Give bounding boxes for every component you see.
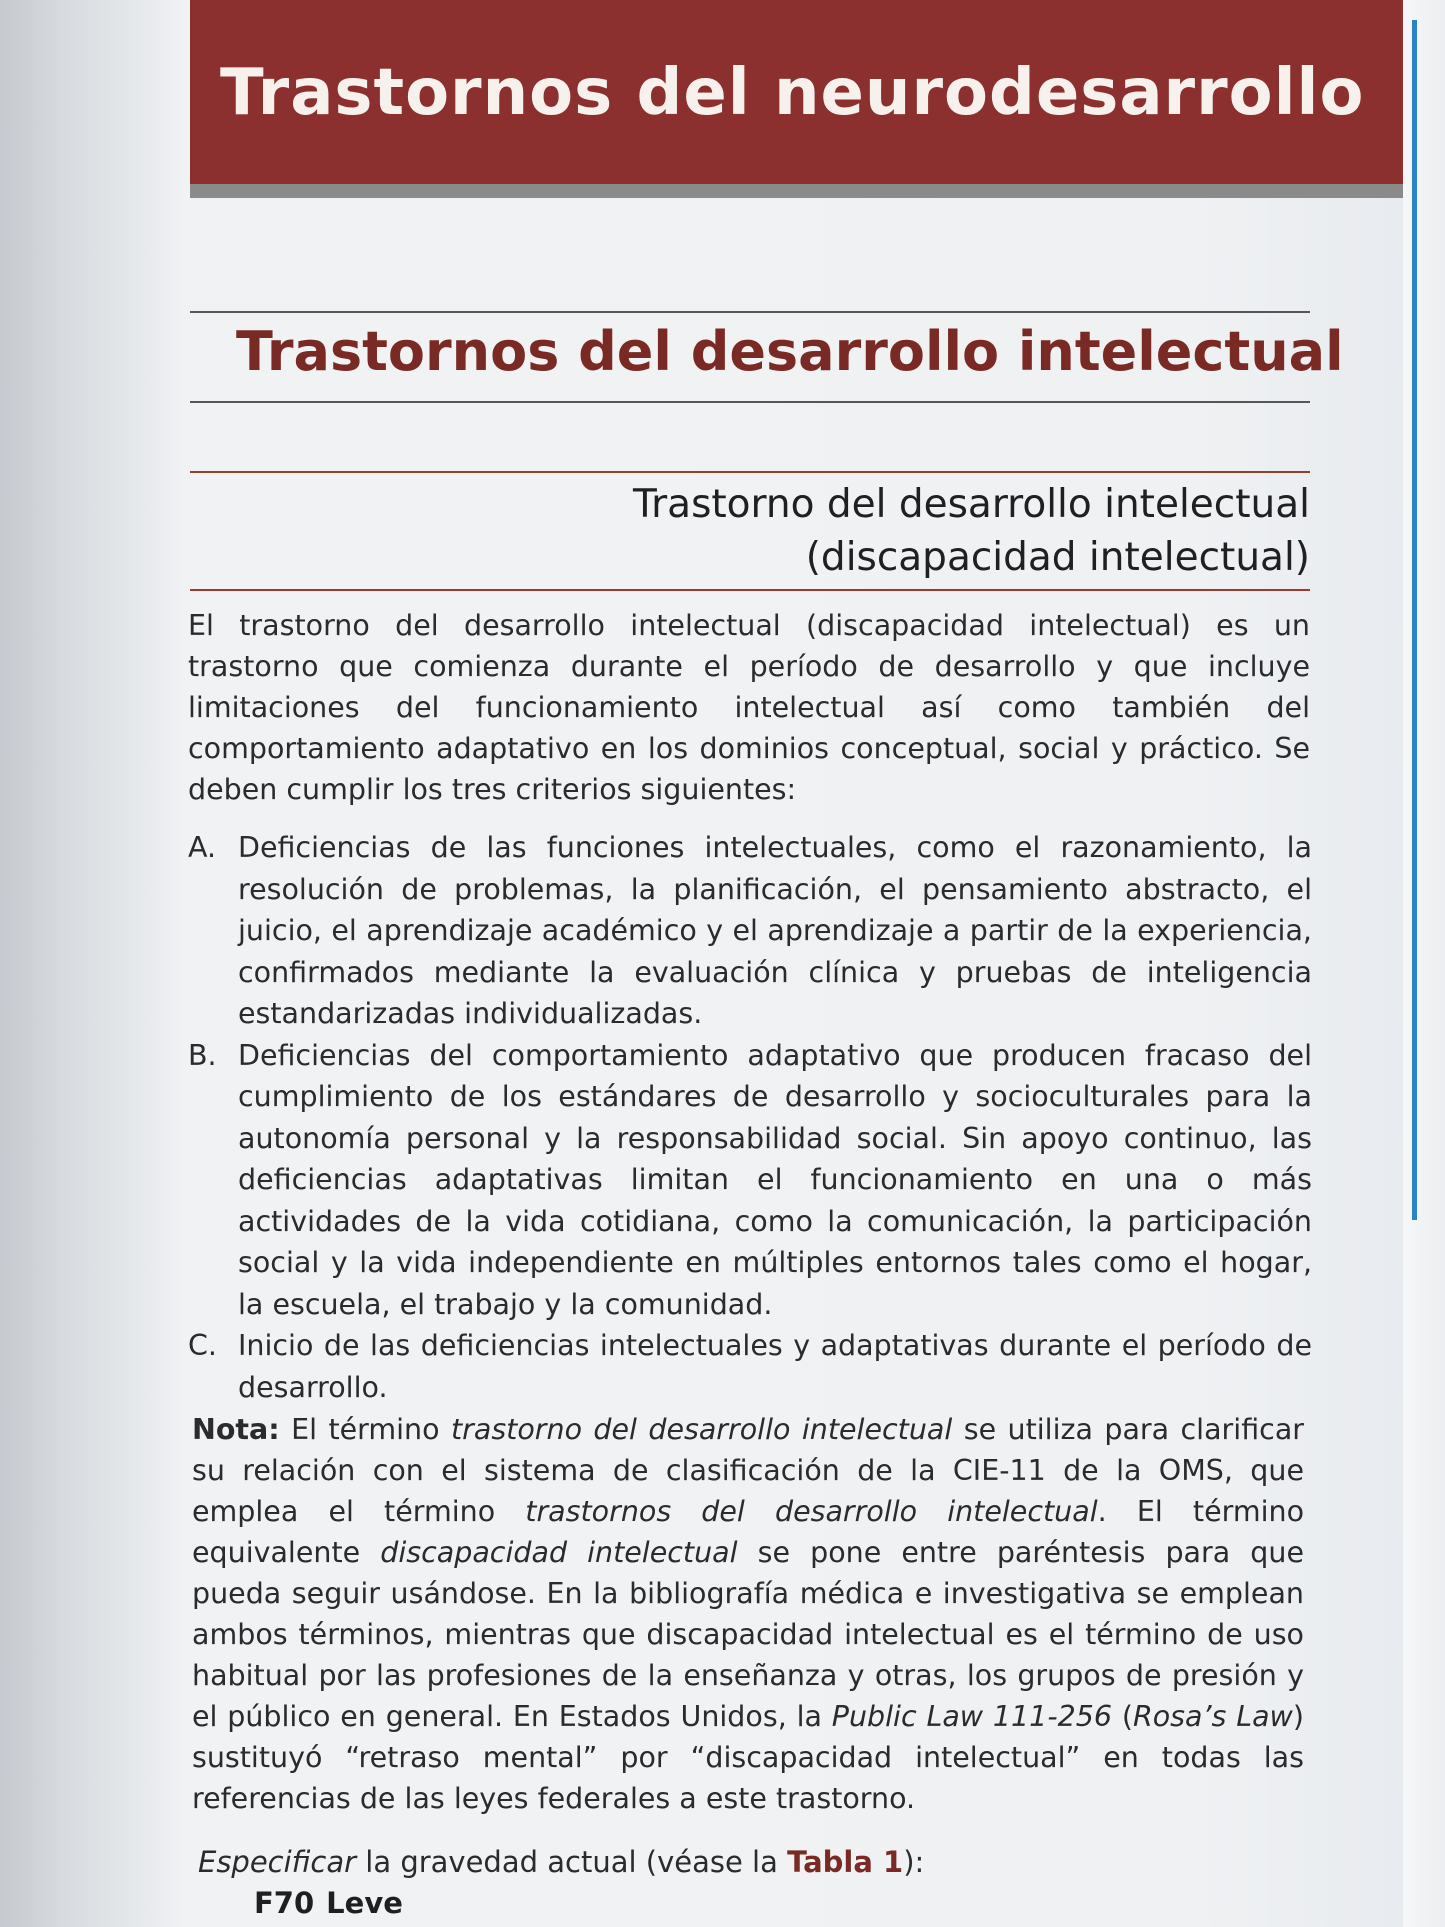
note-text: se pone entre paréntesis para que pueda seguir usándose. En la bibliografía médica e investigativa se emplean ambos términos, mientras que discapacidad intelectual es el término de uso habitual por las profesiones de la enseñanza y otras, los grupos de presión y el público en general. En Estados Unidos, la xyxy=(192,1536,1304,1733)
icd-code: F70 xyxy=(254,1886,315,1920)
section-rule-top xyxy=(190,311,1310,313)
note-italic-term: trastornos del desarrollo intelectual xyxy=(525,1495,1098,1528)
disorder-title-line2: (discapacidad intelectual) xyxy=(805,535,1310,580)
page-spine-shadow xyxy=(0,0,185,1927)
note-text: El término xyxy=(279,1413,451,1446)
disorder-title xyxy=(410,478,1310,584)
disorder-rule-top xyxy=(190,471,1310,473)
note-italic-term: discapacidad intelectual xyxy=(380,1536,738,1569)
disorder-rule-bottom xyxy=(190,589,1310,591)
section-rule-bottom xyxy=(190,401,1310,403)
note-text: . El término equivalente xyxy=(192,1495,1305,1569)
note-text: ( xyxy=(1112,1700,1133,1733)
specify-label: Especificar xyxy=(198,1845,357,1879)
criterion-marker: B. xyxy=(188,1038,217,1072)
note-text: ) sustituyó “retraso mental” por “discapacidad intelectual” en todas las referencias de las leyes federales a este trastorno. xyxy=(192,1700,1304,1815)
criterion-marker: C. xyxy=(188,1329,217,1362)
severity-level-label: Leve xyxy=(326,1886,403,1920)
criterion-c xyxy=(188,1325,1312,1408)
section-title: Trastornos del desarrollo intelectual xyxy=(236,320,1344,383)
severity-text: la gravedad actual (véase la xyxy=(356,1845,788,1879)
criterion-text: Inicio de las deficiencias intelectuales y adaptativas durante el período de desarrollo. xyxy=(238,1329,1312,1404)
severity-close: ): xyxy=(903,1845,925,1879)
note-paragraph xyxy=(192,1409,1304,1819)
page-edge xyxy=(1403,0,1445,1927)
criterion-a xyxy=(188,827,1312,1035)
criterion-text: Deficiencias del comportamiento adaptativo que producen fracaso del cumplimiento de los estándares de desarrollo y socioculturales para la autonomía personal y la responsabilidad social. Sin apoyo continuo, las deficiencias adaptativas limitan el funcionamiento en una o más actividades de la vida cotidiana, como la comunicación, la participación social y la vida independiente en múltiples entornos tales como el hogar, la escuela, el trabajo y la comunidad. xyxy=(238,1038,1312,1321)
note-label: Nota: xyxy=(192,1413,280,1446)
criterion-marker: A. xyxy=(188,831,217,864)
note-italic-term: Public Law 111-256 xyxy=(831,1700,1112,1733)
edge-color-tab xyxy=(1412,20,1417,1220)
intro-paragraph: El trastorno del desarrollo intelectual (discapacidad intelectual) es un trastorno que comienza durante el período de desarrollo y que incluye limitaciones del funcionamiento intelectual así como también del comportamiento adaptativo en los dominios conceptual, social y práctico. Se deben cumplir los tres criterios siguientes: xyxy=(188,609,1310,806)
note-italic-term: trastorno del desarrollo intelectual xyxy=(450,1413,953,1446)
disorder-title-line1: Trastorno del desarrollo intelectual xyxy=(633,482,1310,527)
note-text: se utiliza para clarificar su relación con el sistema de clasificación de la CIE-11 de la OMS, que emplea el término xyxy=(192,1413,1304,1528)
table-reference: Tabla 1 xyxy=(787,1845,904,1879)
criterion-b xyxy=(188,1035,1312,1326)
diagnostic-criteria-list xyxy=(188,827,1312,1408)
severity-level-item xyxy=(254,1886,403,1920)
criterion-text: Deficiencias de las funciones intelectuales, como el razonamiento, la resolución de problemas, la planificación, el pensamiento abstracto, el juicio, el aprendizaje académico y el aprendizaje a partir de la experiencia, confirmados mediante la evaluación clínica y pruebas de inteligencia estandarizadas individualizadas. xyxy=(238,831,1312,1030)
note-italic-term: Rosa’s Law xyxy=(1132,1700,1293,1733)
chapter-title: Trastornos del neurodesarrollo xyxy=(220,56,1365,130)
severity-specifier xyxy=(198,1842,924,1883)
